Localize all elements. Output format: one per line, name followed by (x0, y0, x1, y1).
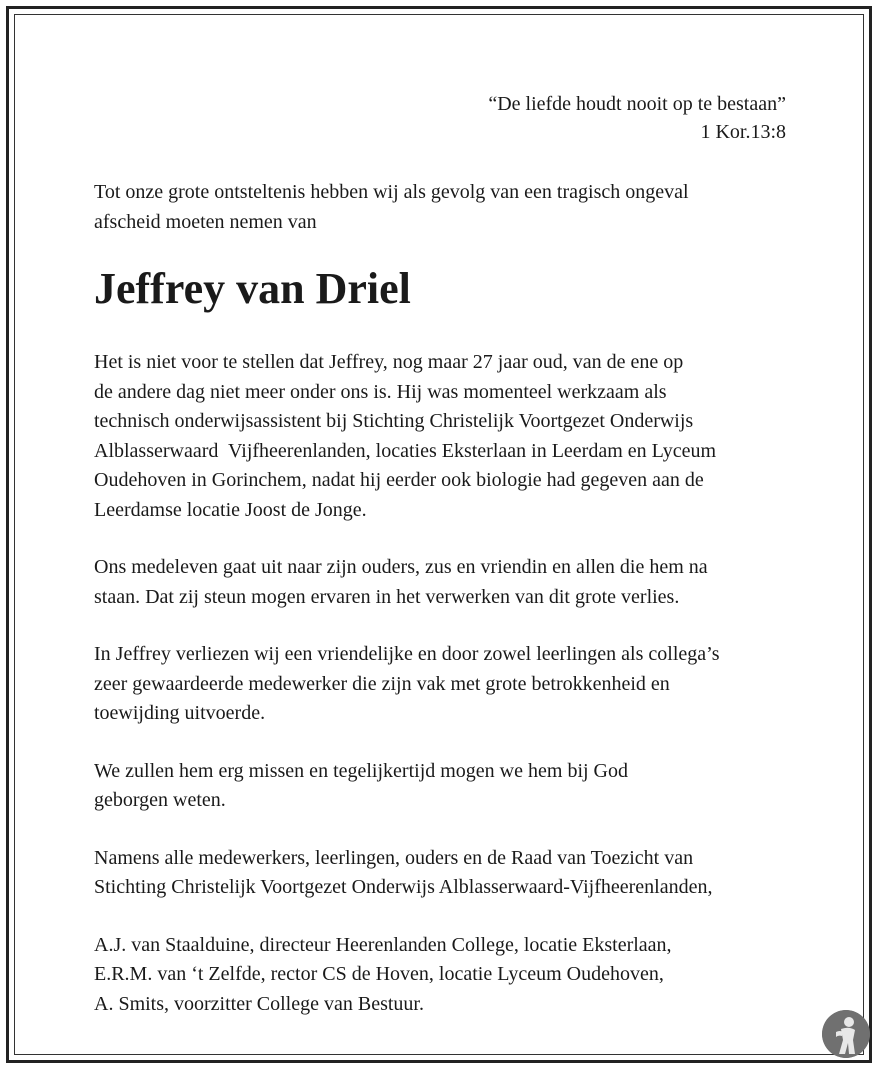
text-line: Stichting Christelijk Voortgezet Onderwijs Alblasserwaard-Vijfheerenlanden, (94, 876, 713, 898)
text-line: We zullen hem erg missen en tegelijkertijd mogen we hem bij God (94, 759, 628, 782)
paragraph-4 (94, 757, 794, 816)
announcement-body (94, 178, 794, 1019)
paragraph-2 (94, 553, 794, 612)
bible-quote (488, 90, 786, 146)
text-line: geborgen weten. (94, 789, 226, 811)
paragraph-3 (94, 640, 794, 729)
text-line: In Jeffrey verliezen wij een vriendelijke en door zowel leerlingen als collega’s (94, 643, 720, 665)
paragraph-1 (94, 348, 794, 525)
text-line: de andere dag niet meer onder ons is. Hij was momenteel werkzaam als (94, 380, 667, 403)
text-line: Oudehoven in Gorinchem, nadat hij eerder ook biologie had gegeven aan de (94, 469, 704, 491)
signatories (94, 931, 794, 1020)
deceased-name: Jeffrey van Driel (94, 264, 411, 313)
intro-line: afscheid moeten nemen van (94, 210, 317, 233)
text-line: Het is niet voor te stellen dat Jeffrey, nog maar 27 jaar oud, van de ene op (94, 351, 684, 373)
text-line: staan. Dat zij steun mogen ervaren in het verwerken van dit grote verlies. (94, 585, 680, 608)
quote-reference: 1 Kor.13:8 (700, 121, 786, 143)
text-line: toewijding uitvoerde. (94, 702, 266, 724)
text-line: technisch onderwijsassistent bij Stichting Christelijk Voortgezet Onderwijs (94, 410, 694, 432)
text-line: zeer gewaardeerde medewerker die zijn vak met grote betrokkenheid en (94, 672, 670, 695)
intro-paragraph (94, 178, 794, 237)
text-line: Leerdamse locatie Joost de Jonge. (94, 498, 367, 521)
quote-text: “De liefde houdt nooit op te bestaan” (488, 93, 786, 115)
text-line: Ons medeleven gaat uit naar zijn ouders, zus en vriendin en allen die hem na (94, 556, 708, 578)
signatory-line: A. Smits, voorzitter College van Bestuur. (94, 992, 424, 1015)
signatory-line: A.J. van Staalduine, directeur Heerenlanden College, locatie Eksterlaan, (94, 933, 672, 956)
text-line: Alblasserwaard Vijfheerenlanden, locaties Eksterlaan in Leerdam en Lyceum (94, 439, 717, 462)
signatory-line: E.R.M. van ‘t Zelfde, rector CS de Hoven, locatie Lyceum Oudehoven, (94, 963, 664, 985)
memorial-figure-icon[interactable] (822, 1010, 870, 1058)
paragraph-5 (94, 844, 794, 903)
text-line: Namens alle medewerkers, leerlingen, ouders en de Raad van Toezicht van (94, 846, 694, 869)
intro-line: Tot onze grote ontsteltenis hebben wij als gevolg van een tragisch ongeval (94, 181, 689, 203)
